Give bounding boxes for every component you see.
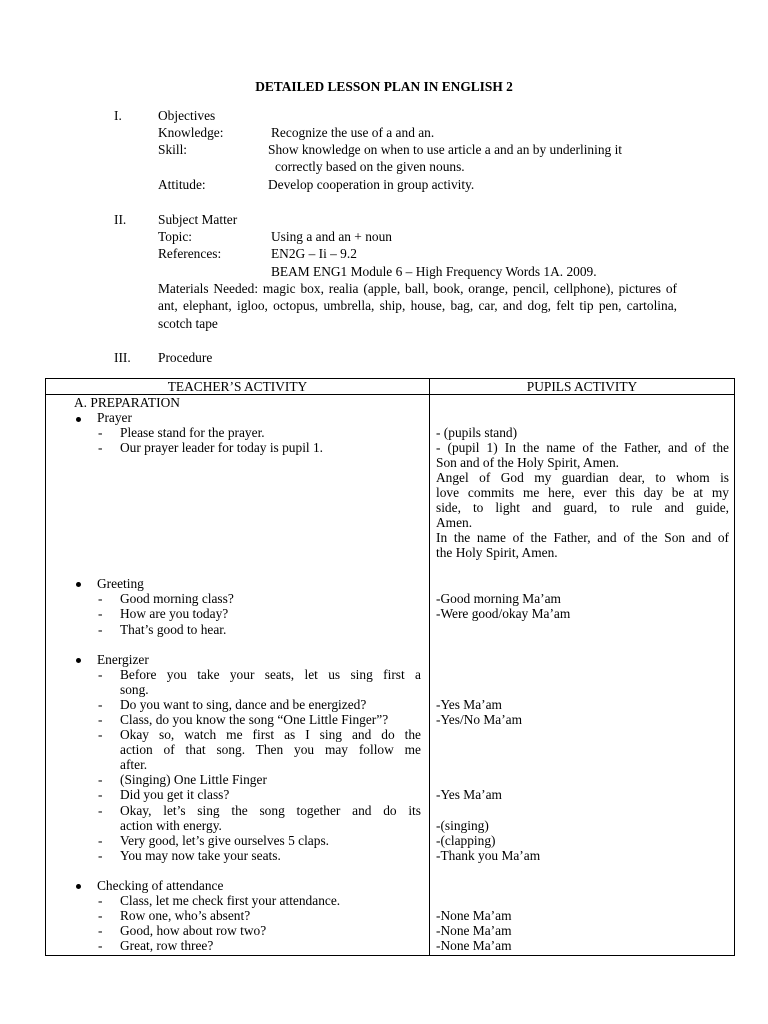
skill-value-cont: correctly based on the given nouns. [275,159,465,174]
bullet-icon [76,884,81,889]
prayer-pupil-3c: side, to light and guard, to rule and guide, [436,500,729,515]
materials-paragraph: Materials Needed: magic box, realia (apple, ball, book, orange, pencil, cellphone), pictures of ant, elephant, igloo, octopus, umbrella, ship, house, bag, car, and dog, felt tip pen, cartolina, scotch tape [158,281,677,331]
attitude-label: Attitude: [158,177,206,192]
prayer-pupil-4a: In the name of the Father, and of the Son and of [436,530,729,545]
references-label: References: [158,246,222,261]
bullet-icon [76,582,81,587]
energizer-teacher-1b: song. [120,682,149,697]
greeting-heading: Greeting [97,576,144,591]
prayer-pupil-2b: Son and of the Holy Spirit, Amen. [436,455,619,470]
energizer-teacher-5: (Singing) One Little Finger [120,772,267,787]
dash: - [98,833,103,848]
dash: - [98,425,103,440]
attendance-teacher-1: Class, let me check first your attendance. [120,893,341,908]
energizer-pupil-4: -(singing) [436,818,489,833]
prayer-pupil-1: - (pupils stand) [436,425,518,440]
attendance-pupil-2: -None Ma’am [436,923,512,938]
prayer-pupil-3b: love commits me here, ever this day be at my [436,485,729,500]
prayer-teacher-2: Our prayer leader for today is pupil 1. [120,440,324,455]
energizer-teacher-7a: Okay, let’s sing the song together and do its [120,803,421,818]
bullet-icon [76,658,81,663]
energizer-pupil-1: -Yes Ma’am [436,697,502,712]
greeting-teacher-1: Good morning class? [120,591,234,606]
energizer-teacher-1a: Before you take your seats, let us sing first a [120,667,421,682]
prayer-heading: Prayer [97,410,132,425]
attitude-value: Develop cooperation in group activity. [268,177,475,192]
pupils-activity-header: PUPILS ACTIVITY [430,379,735,395]
attendance-teacher-2: Row one, who’s absent? [120,908,251,923]
dash: - [98,893,103,908]
skill-label: Skill: [158,142,188,157]
dash: - [98,803,103,818]
prayer-pupil-2a: - (pupil 1) In the name of the Father, and of the [436,440,729,455]
energizer-teacher-4a: Okay so, watch me first as I sing and do the [120,727,421,742]
pupils-activity-cell [430,395,735,956]
dash: - [98,848,103,863]
teacher-activity-cell [46,395,430,956]
dash: - [98,772,103,787]
energizer-pupil-5: -(clapping) [436,833,496,848]
attendance-pupil-1: -None Ma’am [436,908,512,923]
attendance-heading: Checking of attendance [97,878,224,893]
topic-value: Using a and an + noun [271,229,392,244]
dash: - [98,606,103,621]
dash: - [98,712,103,727]
dash: - [98,727,103,742]
dash: - [98,697,103,712]
preparation-label: A. PREPARATION [74,395,180,410]
energizer-teacher-4c: after. [120,757,148,772]
knowledge-value: Recognize the use of a and an. [271,125,435,140]
section-number-1: I. [114,108,122,123]
greeting-pupil-1: -Good morning Ma’am [436,591,561,606]
teacher-activity-header: TEACHER’S ACTIVITY [46,379,430,395]
prayer-pupil-3d: Amen. [436,515,473,530]
energizer-teacher-3: Class, do you know the song “One Little Finger”? [120,712,389,727]
energizer-pupil-6: -Thank you Ma’am [436,848,541,863]
attendance-teacher-4: Great, row three? [120,938,214,953]
dash: - [98,622,103,637]
dash: - [98,591,103,606]
topic-label: Topic: [158,229,193,244]
energizer-teacher-8: Very good, let’s give ourselves 5 claps. [120,833,329,848]
document-title: DETAILED LESSON PLAN IN ENGLISH 2 [255,79,513,94]
section-number-3: III. [114,350,131,365]
section-number-2: II. [114,212,127,227]
energizer-heading: Energizer [97,652,149,667]
dash: - [98,938,103,953]
greeting-teacher-3: That’s good to hear. [120,622,227,637]
dash: - [98,908,103,923]
dash: - [98,667,103,682]
references-value-cont: BEAM ENG1 Module 6 – High Frequency Words 1A. 2009. [271,264,597,279]
table-row [46,395,735,956]
attendance-pupil-3: -None Ma’am [436,938,512,953]
greeting-teacher-2: How are you today? [120,606,229,621]
energizer-pupil-3: -Yes Ma’am [436,787,502,802]
knowledge-label: Knowledge: [158,125,224,140]
energizer-teacher-9: You may now take your seats. [120,848,281,863]
prayer-pupil-4b: the Holy Spirit, Amen. [436,545,558,560]
dash: - [98,787,103,802]
skill-value: Show knowledge on when to use article a and an by underlining it [268,142,623,157]
bullet-icon [76,417,81,422]
procedure-table [45,378,735,956]
dash: - [98,440,103,455]
objectives-heading: Objectives [158,108,216,123]
prayer-pupil-3a: Angel of God my guardian dear, to whom is [436,470,729,485]
energizer-teacher-4b: action of that song. Then you may follow me [120,742,421,757]
procedure-heading: Procedure [158,350,213,365]
dash: - [98,923,103,938]
prayer-teacher-1: Please stand for the prayer. [120,425,265,440]
subject-matter-heading: Subject Matter [158,212,238,227]
attendance-teacher-3: Good, how about row two? [120,923,267,938]
table-header-row [46,379,735,395]
energizer-pupil-2: -Yes/No Ma’am [436,712,523,727]
energizer-teacher-2: Do you want to sing, dance and be energized? [120,697,367,712]
energizer-teacher-7b: action with energy. [120,818,222,833]
energizer-teacher-6: Did you get it class? [120,787,230,802]
greeting-pupil-2: -Were good/okay Ma’am [436,606,571,621]
references-value: EN2G – Ii – 9.2 [271,246,357,261]
